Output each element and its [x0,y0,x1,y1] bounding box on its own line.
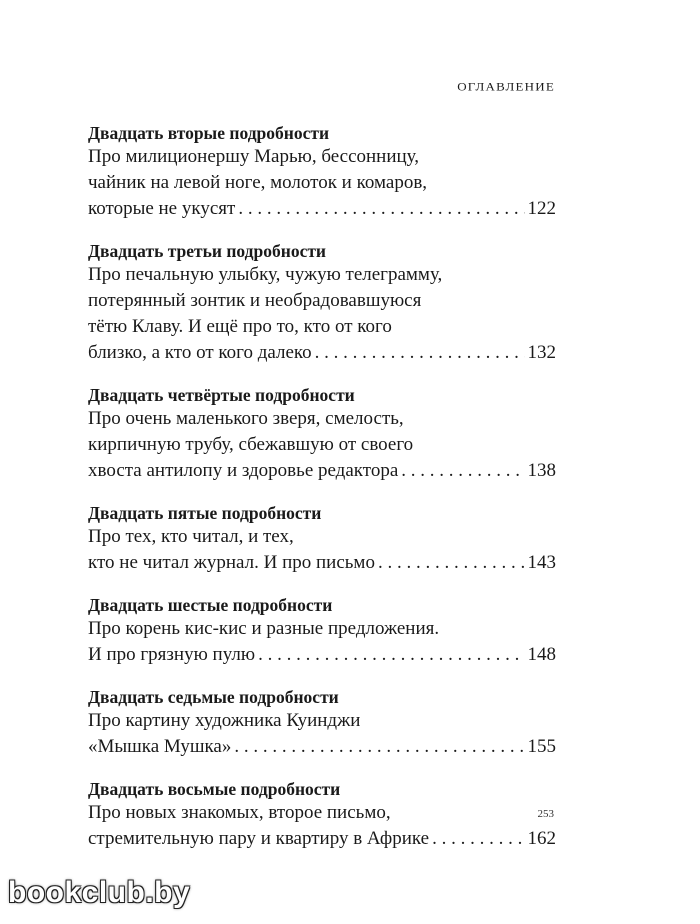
toc-entry [88,384,556,484]
entry-line: кирпичную трубу, сбежавшую от своего [88,434,414,455]
entry-last-line [88,734,556,760]
page-number: 155 [527,736,556,757]
entry-title: Двадцать четвёртые подробности [88,385,355,405]
entry-line: Про милиционершу Марью, бессонницу, [88,146,420,167]
dot-leader [315,340,525,366]
entry-title: Двадцать пятые подробности [88,503,322,523]
toc-entry [88,778,556,852]
toc-entry [88,240,556,366]
dot-leader [234,734,524,760]
entry-line-text: И про грязную пулю [88,644,256,665]
folio-page-number: 253 [537,808,554,820]
page-number: 143 [527,552,556,573]
entry-title: Двадцать вторые подробности [88,123,330,143]
entry-line: Про корень кис-кис и разные предложения. [88,618,440,639]
entry-last-line [88,826,556,852]
dot-leader [401,458,524,484]
page-number: 122 [527,198,556,219]
entry-last-line [88,550,556,576]
toc-entry [88,594,556,668]
entry-title: Двадцать третьи подробности [88,241,327,261]
dot-leader [432,826,524,852]
entry-title: Двадцать шестые подробности [88,595,333,615]
entry-last-line [88,196,556,222]
entry-line: чайник на левой ноге, молоток и комаров, [88,172,428,193]
page-number: 162 [527,828,556,849]
page-number: 148 [527,644,556,665]
dot-leader [258,642,524,668]
toc-entry [88,686,556,760]
entry-last-line [88,642,556,668]
entry-line: Про тех, кто читал, и тех, [88,526,294,547]
page-number: 138 [527,460,556,481]
toc-entry [88,122,556,222]
entry-line: тётю Клаву. И ещё про то, кто от кого [88,316,392,337]
page-number: 132 [527,342,556,363]
table-of-contents [88,122,556,870]
entry-line-text: которые не укусят [88,198,236,219]
entry-line-text: хвоста антилопу и здоровье редактора [88,460,399,481]
running-head: ОГЛАВЛЕНИЕ [457,79,555,94]
toc-entry [88,502,556,576]
entry-line: Про новых знакомых, второе письмо, [88,802,391,823]
entry-line-text: близко, а кто от кого далеко [88,342,312,363]
entry-line-text: кто не читал журнал. И про письмо [88,552,375,573]
entry-line: потерянный зонтик и необрадовавшуюся [88,290,422,311]
dot-leader [238,196,524,222]
entry-line: Про печальную улыбку, чужую телеграмму, [88,264,443,285]
dot-leader [378,550,525,576]
entry-title: Двадцать восьмые подробности [88,779,341,799]
entry-line: Про картину художника Куинджи [88,710,361,731]
entry-line-text: «Мышка Мушка» [88,736,232,757]
watermark-logo: bookclub.by [8,876,191,909]
entry-line-text: стремительную пару и квартиру в Африке [88,828,430,849]
entry-line: Про очень маленького зверя, смелость, [88,408,404,429]
entry-last-line [88,458,556,484]
entry-title: Двадцать седьмые подробности [88,687,339,707]
entry-last-line [88,340,556,366]
